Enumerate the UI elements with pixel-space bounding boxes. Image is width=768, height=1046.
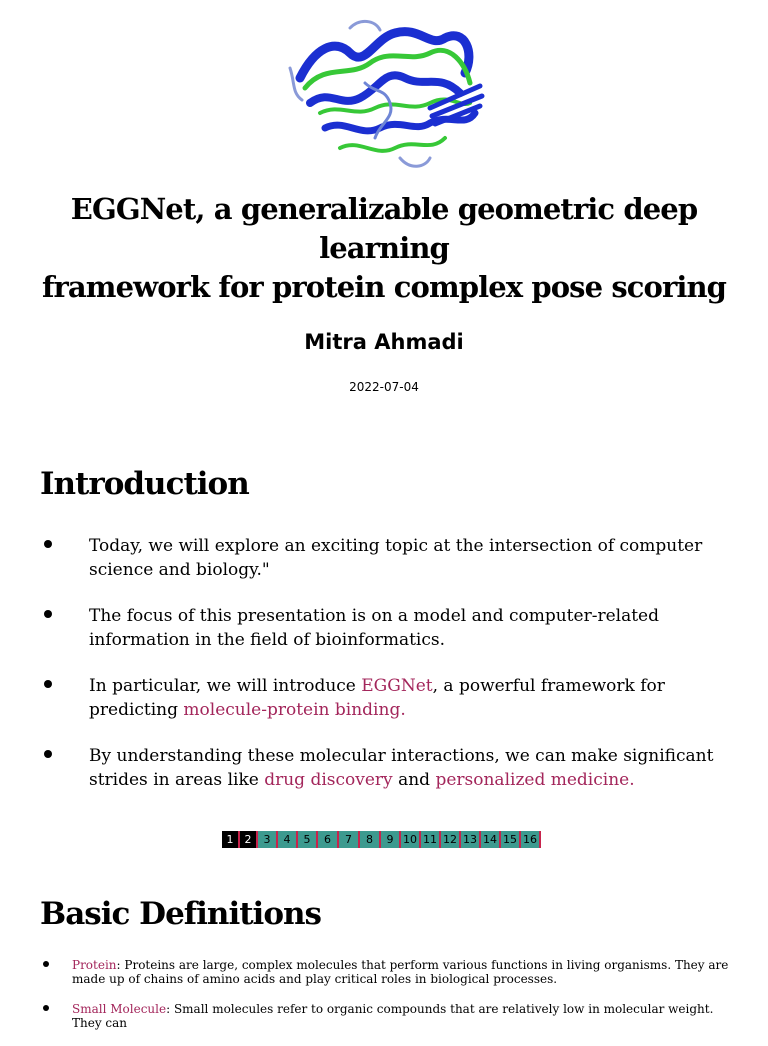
page-link-7[interactable]: 7 (339, 831, 360, 848)
list-item (40, 534, 740, 582)
page-link-9[interactable]: 9 (381, 831, 401, 848)
definitions-list (40, 958, 730, 1046)
bullet-text: By understanding these molecular interactions, we can make significant strides in areas like (89, 746, 714, 790)
page-link-6[interactable]: 6 (318, 831, 339, 848)
list-item (40, 1002, 730, 1030)
bullet-text: , a powerful framework for predicting (89, 676, 665, 720)
page-link-4[interactable]: 4 (278, 831, 298, 848)
page-link-16[interactable]: 16 (521, 831, 541, 848)
list-item (40, 744, 740, 792)
basic-definitions-heading: Basic Definitions (40, 896, 321, 932)
introduction-heading: Introduction (40, 466, 249, 502)
definition-text: : Small molecules refer to organic compounds that are relatively low in molecular weight. They can (72, 1002, 714, 1030)
page-link-14[interactable]: 14 (481, 831, 501, 848)
introduction-list (40, 534, 740, 814)
protein-structure-image (280, 8, 492, 180)
drug-discovery-link[interactable]: drug discovery (264, 770, 393, 790)
definition-text: : Proteins are large, complex molecules that perform various functions in living organisms. They are made up of chains of amino acids and play critical roles in biological processes. (72, 958, 729, 986)
personalized-medicine-link[interactable]: personalized medicine. (435, 770, 635, 790)
page-link-13[interactable]: 13 (461, 831, 481, 848)
title-line-1: EGGNet, a generalizable geometric deep learning (70, 192, 698, 265)
page-link-11[interactable]: 11 (421, 831, 441, 848)
page-link-5[interactable]: 5 (298, 831, 318, 848)
list-item (40, 674, 740, 722)
page-link-2[interactable]: 2 (240, 831, 258, 848)
definition-term-protein[interactable]: Protein (72, 958, 117, 972)
presentation-date: 2022-07-04 (349, 380, 419, 394)
author-name: Mitra Ahmadi (304, 330, 464, 354)
list-item (40, 958, 730, 986)
title-line-2: framework for protein complex pose scoring (41, 270, 727, 304)
list-item (40, 604, 740, 652)
bullet-text: and (392, 770, 436, 790)
bullet-text: Today, we will explore an exciting topic at the intersection of computer science and biology." (89, 536, 703, 580)
definition-term-small-molecule[interactable]: Small Molecule (72, 1002, 167, 1016)
page-link-1[interactable]: 1 (222, 831, 240, 848)
page-link-3[interactable]: 3 (258, 831, 278, 848)
slide-pagination (222, 831, 541, 848)
eggnet-link[interactable]: EGGNet (361, 676, 433, 696)
page-link-12[interactable]: 12 (441, 831, 461, 848)
bullet-text: In particular, we will introduce (89, 676, 362, 696)
page-title (20, 190, 748, 307)
bullet-text: The focus of this presentation is on a model and computer-related information in the field of bioinformatics. (89, 606, 659, 650)
page-link-15[interactable]: 15 (501, 831, 521, 848)
molecule-protein-binding-link[interactable]: molecule-protein binding. (183, 700, 406, 720)
page-link-8[interactable]: 8 (360, 831, 381, 848)
page-link-10[interactable]: 10 (401, 831, 421, 848)
